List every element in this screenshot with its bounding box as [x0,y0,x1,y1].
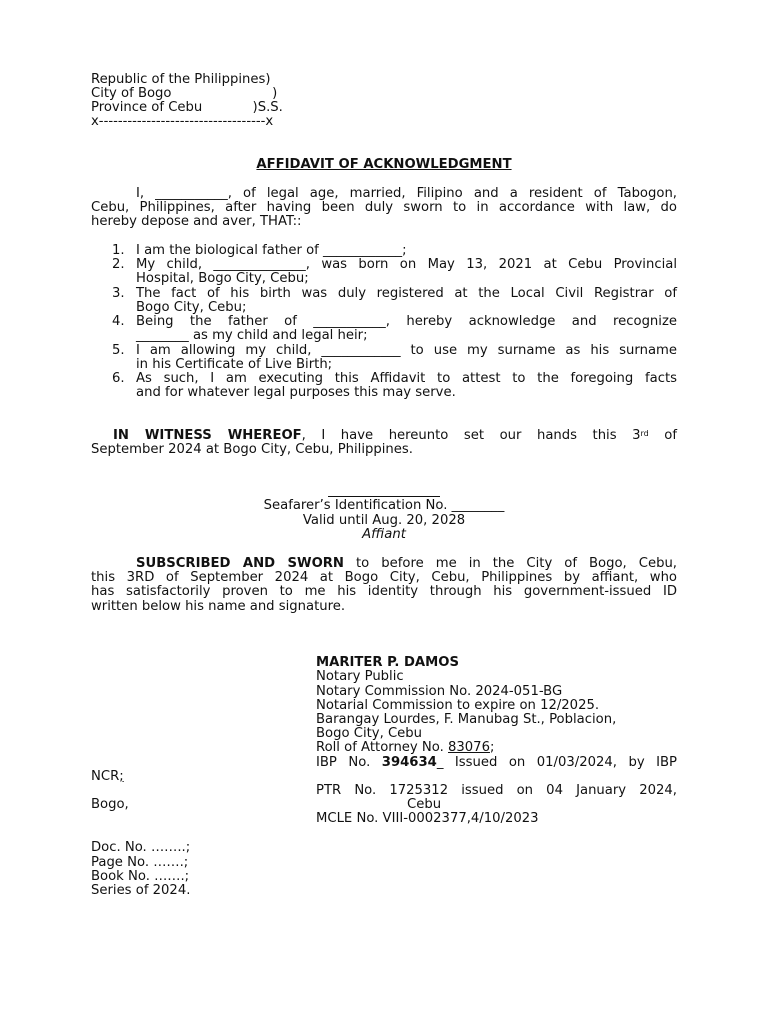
item-1-line-1: I am the biological father of ____________; [136,243,407,258]
witness-ordinal: rd [640,429,649,438]
notary-ptr: PTR No. 1725312 issued on 04 January 2024, [316,783,677,798]
affiant-label: Affiant [362,527,406,542]
jurat-line-3: has satisfactorily proven to me his identity through his government-issued ID [91,584,677,599]
item-5-line-1: I am allowing my child, ____________ to use my surname as his surname [136,343,677,358]
item-6-line-2: and for whatever legal purposes this may serve. [136,385,456,400]
seafarer-id: Seafarer’s Identification No. ________ [263,498,505,513]
item-4-line-1: Being the father of ___________, hereby acknowledge and recognize [136,314,677,329]
notary-name: MARITER P. DAMOS [316,655,459,670]
ibp-rest: _ Issued on 01/03/2024, by IBP [436,755,678,770]
notary-commission: Notary Commission No. 2024-051-BG [316,684,563,699]
jurat-line-1 [136,556,677,571]
header-republic: Republic of the Philippines) [91,72,271,87]
roll-number: 83076 [448,740,490,755]
notary-ncr [91,769,124,784]
jurat-line-2: this 3RD of September 2024 at Bogo City, Cebu, Philippines by affiant, who [91,570,677,585]
header-divider: x-----------------------------------x [91,114,274,129]
notary-mcle: MCLE No. VIII-0002377,4/10/2023 [316,811,539,826]
header-city: City of Bogo ) [91,86,278,101]
ibp-number: 394634 [381,755,437,770]
witness-tail: of [648,428,677,443]
item-2-line-1: My child, ______________, was born on May 13, 2021 at Cebu Provincial [136,257,677,272]
item-3-line-2: Bogo City, Cebu; [136,300,247,315]
docket-doc: Doc. No. ……..; [91,840,191,855]
ibp-label: IBP No. [316,755,382,770]
docket-series: Series of 2024. [91,883,191,898]
notary-ibp [316,755,677,770]
notary-bogo: Bogo, [91,797,129,812]
ncr-end: ; [119,769,124,784]
intro-line-3: hereby depose and aver, THAT:: [91,214,302,229]
item-number: 4. [112,314,125,329]
docket-page: Page No. …….; [91,855,189,870]
intro-line-1: I, ___________, of legal age, married, Filipino and a resident of Tabogon, [136,186,677,201]
item-number: 6. [112,371,125,386]
affiant-signature-line [328,496,440,497]
header-province: Province of Cebu )S.S. [91,100,283,115]
roll-label: Roll of Attorney No. [316,740,449,755]
ncr-label: NCR [91,769,120,784]
docket-book: Book No. …….; [91,869,190,884]
jurat-line-4: written below his name and signature. [91,599,346,614]
witness-line-2: September 2024 at Bogo City, Cebu, Philippines. [91,442,413,457]
witness-lead: IN WITNESS WHEREOF [113,428,302,443]
item-3-line-1: The fact of his birth was duly registered at the Local Civil Registrar of [136,286,677,301]
item-number: 3. [112,286,125,301]
document-title: AFFIDAVIT OF ACKNOWLEDGMENT [256,157,512,172]
notary-address-1: Barangay Lourdes, F. Manubag St., Poblacion, [316,712,617,727]
item-number: 1. [112,243,125,258]
item-4-line-2: ________ as my child and legal heir; [136,328,368,343]
notary-expiry: Notarial Commission to expire on 12/2025. [316,698,600,713]
item-5-line-2: in his Certificate of Live Birth; [136,357,333,372]
notary-cebu: Cebu [407,797,442,812]
notary-title: Notary Public [316,669,404,684]
witness-rest: , I have hereunto set our hands this 3 [301,428,641,443]
item-6-line-1: As such, I am executing this Affidavit to attest to the foregoing facts [136,371,677,386]
item-2-line-2: Hospital, Bogo City, Cebu; [136,271,309,286]
seafarer-valid: Valid until Aug. 20, 2028 [302,513,466,528]
notary-roll [316,740,494,755]
notary-address-2: Bogo City, Cebu [316,726,423,741]
witness-line-1 [113,428,677,443]
jurat-lead: SUBSCRIBED AND SWORN [136,556,344,571]
roll-end: ; [489,740,495,755]
item-number: 2. [112,257,125,272]
intro-line-2: Cebu, Philippines, after having been duly sworn to in accordance with law, do [91,200,677,215]
item-number: 5. [112,343,125,358]
jurat-rest: to before me in the City of Bogo, Cebu, [343,556,678,571]
